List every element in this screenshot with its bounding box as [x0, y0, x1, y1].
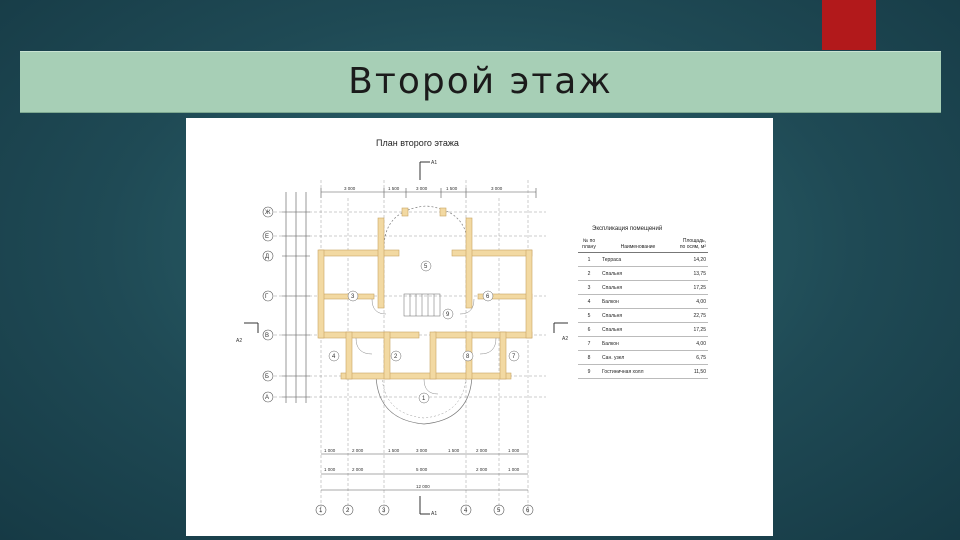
staircase: [404, 294, 440, 316]
svg-text:Ж: Ж: [265, 210, 271, 216]
svg-text:12 000: 12 000: [416, 484, 430, 489]
row-axis-labels: [263, 207, 273, 402]
plan-title: План второго этажа: [376, 138, 459, 148]
bay-window-top: [384, 206, 468, 248]
table-row: 7 Балкон 4,00: [578, 337, 708, 351]
svg-text:3 000: 3 000: [344, 186, 356, 191]
table-row: 6 Спальня 17,25: [578, 323, 708, 337]
svg-text:7: 7: [512, 354, 516, 360]
table-row: 4 Балкон 4,00: [578, 295, 708, 309]
accent-tab: [822, 0, 876, 50]
svg-text:5: 5: [424, 264, 428, 270]
table-row: 3 Спальня 17,25: [578, 281, 708, 295]
svg-text:1: 1: [422, 396, 426, 402]
table-row: 9 Гостиничная холл 11,50: [578, 365, 708, 379]
svg-text:Б: Б: [265, 374, 269, 380]
header-area: Площадь, по осям, м²: [676, 236, 708, 253]
svg-text:1: 1: [319, 508, 323, 514]
svg-text:2: 2: [394, 354, 398, 360]
section-marker-right: [554, 323, 568, 342]
title-band: [20, 51, 941, 113]
section-marker-bottom: [420, 496, 437, 517]
section-marker-top: [420, 160, 437, 180]
svg-text:А2: А2: [236, 338, 243, 344]
svg-text:6: 6: [486, 294, 490, 300]
svg-text:6: 6: [526, 508, 530, 514]
table-row: 2 Спальня 13,75: [578, 267, 708, 281]
svg-text:А: А: [265, 395, 270, 401]
dimension-left: [282, 192, 310, 403]
svg-text:Г: Г: [265, 294, 269, 300]
svg-text:Д: Д: [265, 254, 270, 260]
svg-text:5: 5: [497, 508, 501, 514]
svg-text:2 000: 2 000: [476, 448, 488, 453]
table-row: 8 Сан. узел 6,75: [578, 351, 708, 365]
table-row: 5 Спальня 22,75: [578, 309, 708, 323]
svg-text:1 500: 1 500: [448, 448, 460, 453]
svg-text:1 500: 1 500: [388, 448, 400, 453]
door-swings: [356, 299, 496, 394]
svg-text:2 000: 2 000: [352, 448, 364, 453]
svg-text:3: 3: [351, 294, 355, 300]
svg-text:4: 4: [332, 354, 336, 360]
svg-text:А1: А1: [431, 160, 438, 166]
svg-text:1 500: 1 500: [446, 186, 458, 191]
svg-text:4: 4: [464, 508, 468, 514]
svg-text:8: 8: [466, 354, 470, 360]
svg-text:5 000: 5 000: [416, 467, 428, 472]
svg-text:2 000: 2 000: [352, 467, 364, 472]
svg-text:1 000: 1 000: [508, 467, 520, 472]
table-row: 1 Терраса 14,20: [578, 253, 708, 267]
room-schedule-title: Экспликация помещений: [592, 226, 663, 232]
floor-plan-image: [186, 118, 773, 536]
svg-text:3: 3: [382, 508, 386, 514]
room-schedule-table: [578, 236, 708, 379]
svg-text:Е: Е: [265, 234, 270, 240]
svg-text:1 000: 1 000: [508, 448, 520, 453]
header-num: № по плану: [578, 236, 600, 253]
svg-text:А2: А2: [562, 336, 569, 342]
header-name: Наименование: [600, 236, 676, 253]
svg-text:В: В: [265, 333, 270, 339]
svg-text:3 000: 3 000: [416, 448, 428, 453]
section-marker-left: [236, 323, 258, 344]
dimension-top: [321, 186, 536, 198]
svg-text:А1: А1: [431, 511, 438, 517]
svg-text:1 000: 1 000: [324, 448, 336, 453]
room-schedule: [578, 226, 708, 379]
svg-text:1 000: 1 000: [324, 467, 336, 472]
svg-text:1 500: 1 500: [388, 186, 400, 191]
svg-text:2: 2: [346, 508, 350, 514]
svg-text:9: 9: [446, 312, 450, 318]
slide-title: Второй этаж: [348, 61, 613, 102]
svg-text:3 000: 3 000: [416, 186, 428, 191]
svg-text:2 000: 2 000: [476, 467, 488, 472]
svg-text:3 000: 3 000: [491, 186, 503, 191]
